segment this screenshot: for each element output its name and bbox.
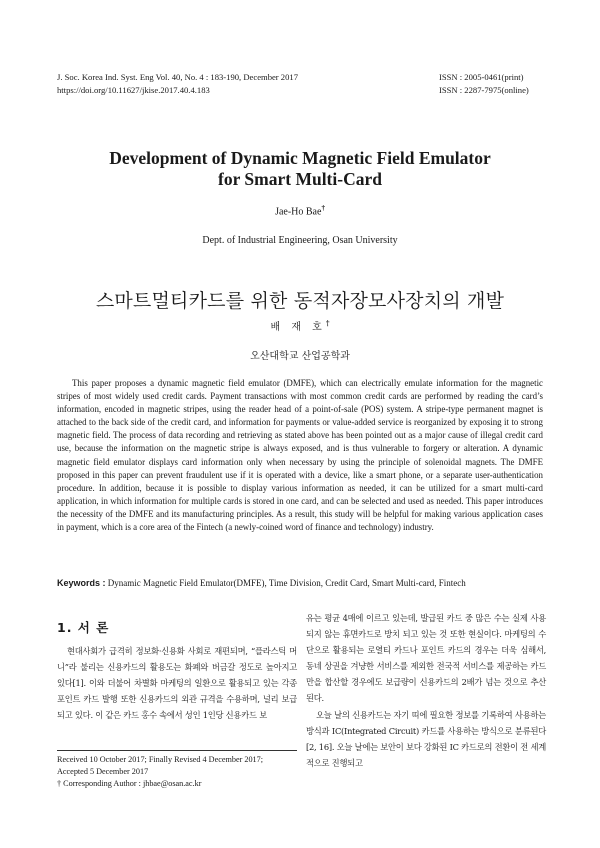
corresponding-author [57,778,297,790]
author-affiliation: Dept. of Industrial Engineering, Osan University [202,235,398,246]
korean-corresponding-mark: † [325,318,330,328]
author-name [0,204,600,217]
footnote-dates [57,754,297,791]
author-name-text: Jae-Ho Bae [275,206,322,218]
korean-author-text: 배 재 호 [270,322,326,333]
right-column-paragraph-1: 유는 평균 4매에 이르고 있는데, 발급된 카드 중 많은 수는 실제 사용되지 않는 휴면카드로 방치 되고 있는 것 또한 현실이다. 마케팅의 수단으로 활용되는 로열티 카드나 포인트 카드의 경우는 더욱 심해서, 동네 상권을 겨냥한 서비스를 제외한 전국적 서비스를 제공하는 카드만을 합산할 경우에도 보급량이 신용카드의 2배가 넘는 것으로 추산된다. [306,613,546,704]
journal-citation: J. Soc. Korea Ind. Syst. Eng Vol. 40, No. 4 : 183-190, December 2017 [57,72,298,82]
right-column [306,610,546,771]
keywords-text: Dynamic Magnetic Field Emulator(DMFE), Time Division, Credit Card, Smart Multi-card, Fintech [107,578,466,588]
korean-affiliation: 오산대학교 산업공학과 [250,351,350,362]
korean-author [0,318,600,333]
left-column [57,643,297,723]
issn-print: ISSN : 2005-0461(print) [439,72,524,82]
accepted-date: Accepted 5 December 2017 [57,767,149,777]
corresponding-email[interactable]: Corresponding Author : jhbae@osan.ac.kr [63,779,202,789]
footnote-divider [57,750,297,751]
abstract: This paper proposes a dynamic magnetic field emulator (DMFE), which can electrically emulate information for the magnetic stripes of most widely used credit cards. Payment transactions with most common credit cards are performed by reading the card’s information, encoded in magnetic stripes, using the reader head of a point-of-sale (POS) system. A stripe-type permanent magnet is attached to the back side of the credit card, and information for payments or value-added service is reorganized by exposing it to strong magnetic field. The process of data recording and retrieving as stated above has been pointed out as a major cause of illegal credit card use, because the information on the magnetic stripe is always exposed, and is thus vulnerable to forgery or alteration. A dynamic magnetic field emulator displays card information only when necessary by using the principle of solenoidal magnets. The DMFE proposed in this paper can prevent fraudulent use if it is operated with a device, like a smart phone, or a separate user-authentication procedure. In addition, because it is possible to display various information as needed, it can be utilized for a smart multi-card application, in which information for multiple cards is stored in one card, and can be selected and used as needed. This paper introduces the necessity of the DMFE and its manufacturing principles. As a result, this study will be helpful for making various application cases in payment, which is a core area of the Fintech (a newly-coined word of finance and technology) industry. [57,378,543,533]
issn-online: ISSN : 2287-7975(online) [439,85,529,95]
doi-link[interactable]: https://doi.org/10.11627/jkise.2017.40.4.183 [57,85,210,95]
right-column-paragraph-2: 오늘 날의 신용카드는 자기 띠에 필요한 정보를 기록하여 사용하는 방식과 IC(Integrated Circuit) 카드를 사용하는 방식으로 분류된다[2, 16]. 오늘 날에는 보안이 보다 강화된 IC 카드로의 전환이 전 세계적으로 진행되고 [306,709,546,768]
corresponding-dagger: † [57,779,62,789]
keywords [57,577,547,590]
section-heading-introduction: 1. 서 론 [57,620,110,635]
paper-title-line2: for Smart Multi-Card [218,169,382,189]
left-column-paragraph: 현대사회가 급격히 정보화·신용화 사회로 재편되며, “플라스틱 머니”라 불리는 신용카드의 활용도는 화폐와 버금갈 정도로 높아지고 있다[1]. 이와 더불어 차별화 마케팅의 일환으로 활용되고 있는 각종 포인트 카드 발행 또한 신용카드의 외관 규격을 수용하며, 널리 보급되고 있다. 이 같은 카드 홍수 속에서 성인 1인당 신용카드 보 [57,646,297,721]
korean-title: 스마트멀티카드를 위한 동적자장모사장치의 개발 [95,290,505,312]
paper-title-line1: Development of Dynamic Magnetic Field Emulator [109,148,491,168]
corresponding-mark: † [321,204,325,212]
received-date: Received 10 October 2017; Finally Revised 4 December 2017; [57,755,263,764]
keywords-label: Keywords : [57,578,106,588]
